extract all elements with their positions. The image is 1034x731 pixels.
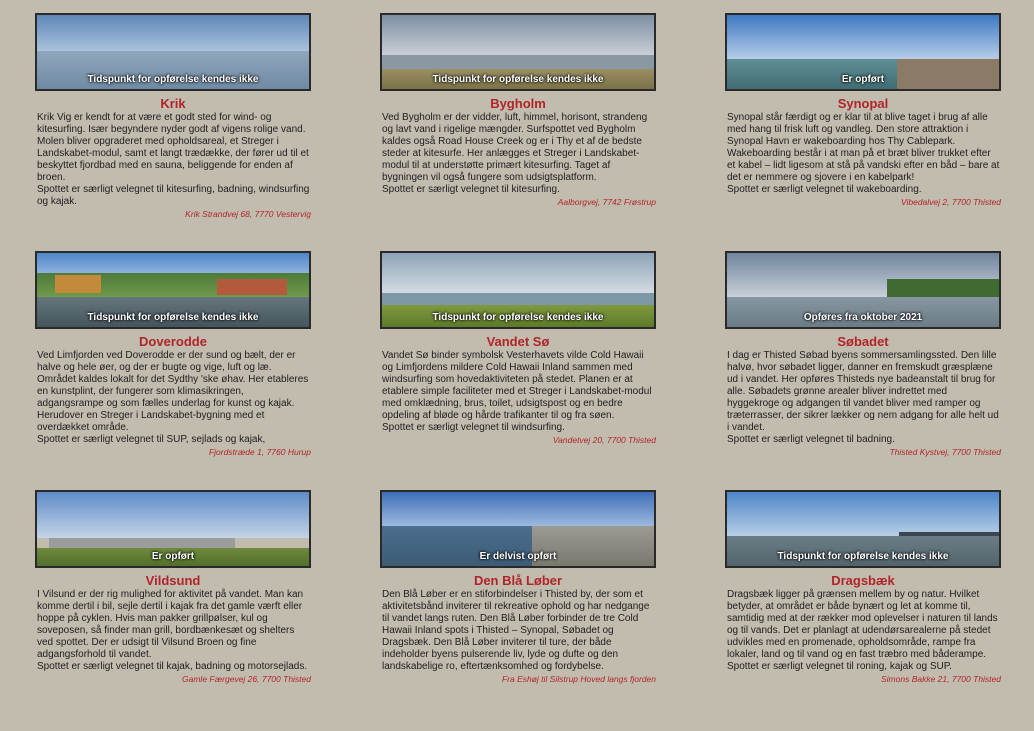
suitability-text: Spottet er særligt velegnet til wakeboarding. bbox=[727, 184, 922, 195]
spot-photo bbox=[380, 13, 656, 91]
description-text: I dag er Thisted Søbad byens sommersamlingssted. Den lille halvø, hvor søbadet ligger, danner en fremskudt græsplæne ud i vandet. Her opføres Thisteds nye badeanstalt til brug for alle. Søbadets grønne arealer bliver indrettet med hyggekroge og adgangen til vandet bliver med ramper og træterrasser, der sikrer lækker og nem adgang for alle helt ud i vandet. bbox=[727, 350, 999, 433]
spot-address: Aalborgvej, 7742 Frøstrup bbox=[557, 197, 656, 207]
spot-photo bbox=[725, 490, 1001, 568]
photo-caption: Tidspunkt for opførelse kendes ikke bbox=[87, 74, 259, 85]
spot-card-vildsund bbox=[35, 490, 311, 685]
description-text: I Vilsund er der rig mulighed for aktivitet på vandet. Man kan komme dertil i bil, sejle dertil i kajak fra det gamle værft eller hoppe på cyklen. Hvis man pakker grillpølser, kul og soveposen, så finder man grill, bordbænkesæt og shelters ved spottet. Der er udsigt til Vilsund Broen og fine adgangsforhold til vandet. bbox=[37, 589, 304, 660]
spot-title: Dragsbæk bbox=[831, 573, 895, 588]
description-text: Den Blå Løber er en stiforbindelser i Thisted by, der som et aktivitetsbånd inviterer til rekreative ophold og har nedgange til vandet langs ruten. Den Blå Løber forbinder de tre Cold Hawaii Inland spots i Thisted – Synopal, Søbadet og Dragsbæk. Den Blå Løber inviterer til ture, der både indeholder byens pulserende liv, lyde og dufte og den landskabelige ro, eftertænksomhed og fordybelse. bbox=[382, 589, 650, 672]
spot-address: Simons Bakke 21, 7700 Thisted bbox=[880, 674, 1001, 684]
spot-description bbox=[725, 589, 1001, 673]
spot-card-krik bbox=[35, 13, 311, 220]
spot-photo bbox=[35, 13, 311, 91]
spot-address: Krik Strandvej 68, 7770 Vestervig bbox=[185, 209, 311, 219]
description-text: Krik Vig er kendt for at være et godt sted for wind- og kitesurfing. Især begyndere nyder godt af vigens rolige vand. Molen bliver opgraderet med opholdsareal, et Streger i Landskabet-modul, samt et langt trædække, der fører ud til et beskyttet fjordbad med en sauna, beliggende for enden af broen. bbox=[37, 112, 309, 183]
spot-description bbox=[380, 350, 656, 434]
description-text: Vandet Sø binder symbolsk Vesterhavets vilde Cold Hawaii og Limfjordens mildere Cold Hawaii Inland sammen med windsurfing som hovedaktiviteten på stedet. Planen er at etablere simple faciliteter med et Streger i Landskabet-modul med omklædning, brus, toilet, udsigtspost og en bedre opdeling af bløde og hårde trafikanter til og fra søen. bbox=[382, 350, 652, 421]
suitability-text: Spottet er særligt velegnet til kajak, badning og motorsejlads. bbox=[37, 661, 308, 672]
spot-description bbox=[35, 589, 311, 673]
spot-photo bbox=[725, 13, 1001, 91]
suitability-text: Spottet er særligt velegnet til SUP, sejlads og kajak, bbox=[37, 434, 266, 445]
suitability-text: Spottet er særligt velegnet til windsurfing. bbox=[382, 422, 565, 433]
photo-caption: Opføres fra oktober 2021 bbox=[803, 312, 923, 323]
spot-title: Doverodde bbox=[139, 334, 207, 349]
spot-card-den-bla-lober bbox=[380, 490, 656, 685]
spot-address: Gamle Færgevej 26, 7700 Thisted bbox=[182, 674, 311, 684]
spot-photo bbox=[380, 251, 656, 329]
spot-title: Vildsund bbox=[145, 573, 201, 588]
spot-address: Thisted Kystvej, 7700 Thisted bbox=[889, 447, 1001, 457]
spot-description bbox=[35, 112, 311, 208]
spot-photo bbox=[380, 490, 656, 568]
description-text: Dragsbæk ligger på grænsen mellem by og natur. Hvilket betyder, at området er både bynært og let at komme til, samtidig med at der rækker mod oplevelser i naturen til lands og til vands. Det er planlagt at udendørsarealerne på stedet udvikles med en promenade, opholdsområde, rampe fra lokaler, land og til vand og en fast træbro med båderampe. bbox=[727, 589, 998, 660]
spot-card-sobadet bbox=[725, 251, 1001, 458]
photo-caption: Tidspunkt for opførelse kendes ikke bbox=[432, 312, 604, 323]
spot-title: Krik bbox=[160, 96, 186, 111]
photo-caption: Tidspunkt for opførelse kendes ikke bbox=[777, 551, 949, 562]
spot-description bbox=[380, 112, 656, 196]
suitability-text: Spottet er særligt velegnet til badning. bbox=[727, 434, 895, 445]
spot-photo bbox=[725, 251, 1001, 329]
suitability-text: Spottet er særligt velegnet til roning, kajak og SUP. bbox=[727, 661, 952, 672]
suitability-text: Spottet er særligt velegnet til kitesurfing, badning, windsurfing og kajak. bbox=[37, 184, 310, 207]
spot-description bbox=[725, 112, 1001, 196]
spot-title: Bygholm bbox=[490, 96, 546, 111]
spot-card-synopal bbox=[725, 13, 1001, 208]
spot-title: Vandet Sø bbox=[486, 334, 550, 349]
spot-title: Synopal bbox=[837, 96, 889, 111]
photo-caption: Tidspunkt for opførelse kendes ikke bbox=[87, 312, 259, 323]
photo-caption: Er opført bbox=[841, 74, 885, 85]
spot-address: Vandetvej 20, 7700 Thisted bbox=[552, 435, 656, 445]
spot-photo bbox=[35, 251, 311, 329]
description-text: Ved Limfjorden ved Doverodde er der sund og bælt, der er halve og hele øer, og der er bugte og vige, luft og læ. Området kaldes lokalt for det Sydthy 'ske øhav. Her etableres en kunstplint, der fungerer som klimasikringen, adgangsrampe og som fælles underlag for kunst og kajak. Herudover en Streger i Landskabet-bygning med et overdækket område. bbox=[37, 350, 309, 433]
spot-address: Fjordstræde 1, 7760 Hurup bbox=[208, 447, 311, 457]
spot-address: Vibedalvej 2, 7700 Thisted bbox=[900, 197, 1001, 207]
photo-caption: Er delvist opført bbox=[479, 551, 557, 562]
spot-title: Den Blå Løber bbox=[473, 573, 563, 588]
spot-address: Fra Eshøj til Silstrup Hoved langs fjorden bbox=[501, 674, 656, 684]
spot-card-doverodde bbox=[35, 251, 311, 458]
spot-photo bbox=[35, 490, 311, 568]
spot-title: Søbadet bbox=[837, 334, 889, 349]
spot-card-vandet-so bbox=[380, 251, 656, 446]
photo-caption: Tidspunkt for opførelse kendes ikke bbox=[432, 74, 604, 85]
description-text: Ved Bygholm er der vidder, luft, himmel, horisont, strandeng og lavt vand i rigelige mængder. Surfspottet ved Bygholm kaldes også Road House Creek og er i Thy et af de bedste steder at kitesurfe. Her anlægges et Streger i Landskabet-modul til at understøtte primært kitesurfing. Taget af bygningen vil også fungere som udsigtsplatform. bbox=[382, 112, 648, 183]
suitability-text: Spottet er særligt velegnet til kitesurfing. bbox=[382, 184, 560, 195]
photo-caption: Er opført bbox=[151, 551, 195, 562]
spot-description bbox=[35, 350, 311, 446]
spot-card-dragsbaek bbox=[725, 490, 1001, 685]
spot-card-bygholm bbox=[380, 13, 656, 208]
spot-description bbox=[380, 589, 656, 673]
spot-description bbox=[725, 350, 1001, 446]
description-text: Synopal står færdigt og er klar til at blive taget i brug af alle med hang til frisk luft og vandleg. Den store attraktion i Synopal Havn er wakeboarding hos Thy Cablepark. Wakeboarding består i at man på et bræt bliver trukket efter et kabel – lidt ligesom at stå på vandski efter en båd – bare at det er nemmere og sjovere i en kabelpark! bbox=[727, 112, 1000, 183]
